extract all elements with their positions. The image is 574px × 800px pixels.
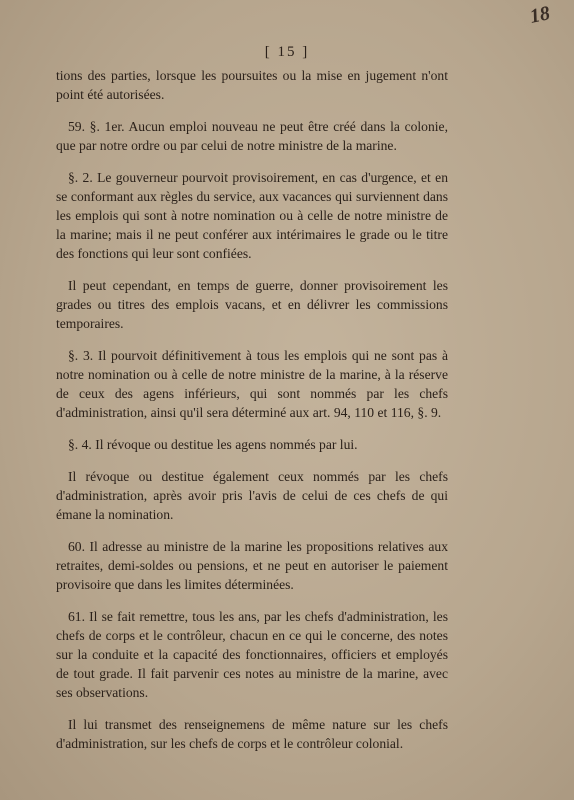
paragraph-continuation: tions des parties, lorsque les poursuites ou la mise en jugement n'ont point été autorisées.: [56, 68, 448, 102]
paragraph-art-60: 60. Il adresse au ministre de la marine les propositions relatives aux retraites, demi-soldes ou pensions, et ne peut en autoriser le paiement provisoire que dans les limites déterminées.: [56, 539, 448, 592]
page-number: [ 15 ]: [264, 44, 310, 60]
paragraph-renseignemens: Il lui transmet des renseignemens de même nature sur les chefs d'administration, sur les chefs de corps et le contrôleur colonial.: [56, 717, 448, 751]
paragraph-art-59-s2: §. 2. Le gouverneur pourvoit provisoirement, en cas d'urgence, et en se conformant aux règles du service, aux vacances qui surviennent dans les emplois qui sont à notre nomination ou à celle de notre ministre de la marine; mais il ne peut conférer aux intérimaires le grade ou le titre des fonctions qui leur sont confiées.: [56, 170, 448, 261]
paragraph-wartime: Il peut cependant, en temps de guerre, donner provisoirement les grades ou titres des emplois vacans, et en délivrer les commissions temporaires.: [56, 278, 448, 331]
paragraph-art-59-s4: §. 4. Il révoque ou destitue les agens nommés par lui.: [68, 437, 358, 452]
paragraph-art-59-s1: 59. §. 1er. Aucun emploi nouveau ne peut être créé dans la colonie, que par notre ordre ou par celui de notre ministre de la marine.: [56, 119, 448, 153]
paragraph-art-61: 61. Il se fait remettre, tous les ans, par les chefs d'administration, les chefs de corps et le contrôleur, chacun en ce qui le concerne, des notes sur la conduite et la capacité des fonctionnaires, officiers et employés de tout grade. Il fait parvenir ces notes au ministre de la marine, avec ses observations.: [56, 609, 448, 700]
body-text: [56, 66, 448, 766]
paragraph-revocation: Il révoque ou destitue également ceux nommés par les chefs d'administration, après avoir pris l'avis de celui de ces chefs de qui émane la nomination.: [56, 469, 448, 522]
corner-handwritten-mark: 18: [527, 2, 552, 28]
paragraph-art-59-s3: §. 3. Il pourvoit définitivement à tous les emplois qui ne sont pas à notre nomination ou à celle de notre ministre de la marine, à la réserve de ceux des agens inférieurs, qui sont nommés par les chefs d'administration, ainsi qu'il sera déterminé aux art. 94, 110 et 116, §. 9.: [56, 348, 448, 420]
